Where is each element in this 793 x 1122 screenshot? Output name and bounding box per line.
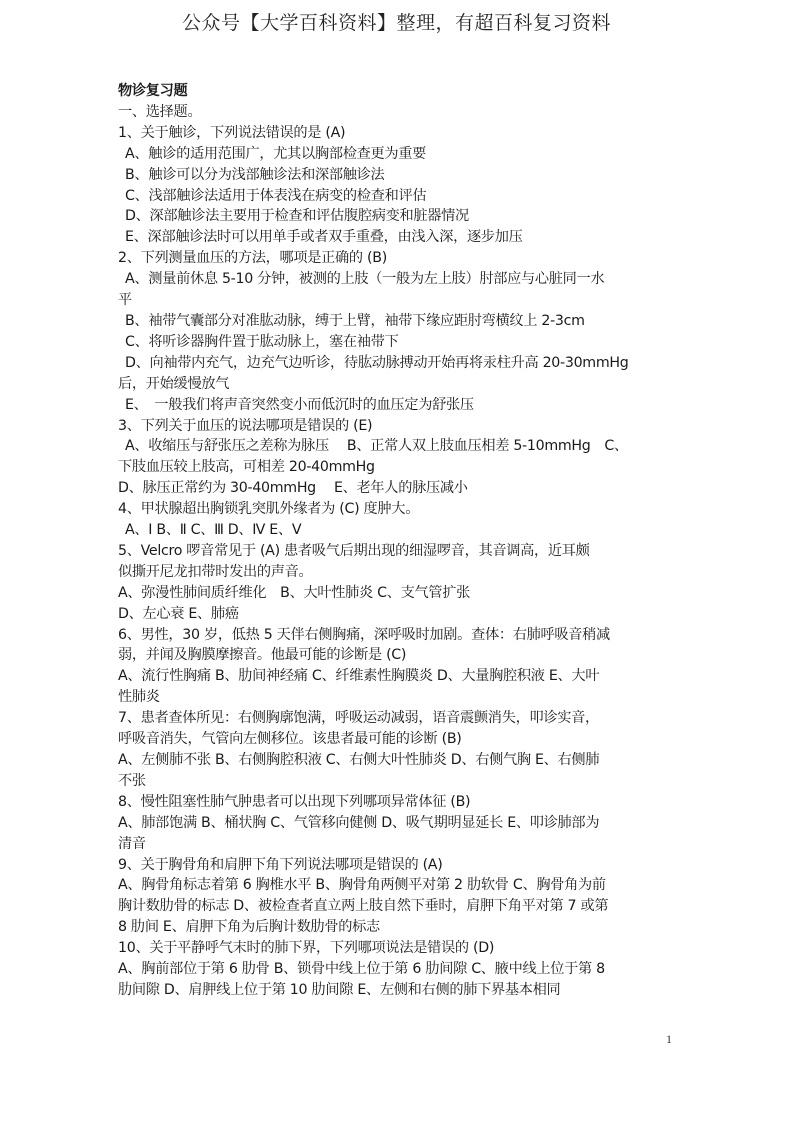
text-line: D、深部触诊法主要用于检查和评估腹腔病变和脏器情况 xyxy=(125,208,469,225)
text-line: 弱，并闻及胸膜摩擦音。他最可能的诊断是 (C) xyxy=(118,647,407,664)
text-line: 似撕开尼龙扣带时发出的声音。 xyxy=(118,563,313,580)
section-heading: 一、选择题。 xyxy=(118,103,202,120)
question-list xyxy=(118,123,678,1001)
text-line: A、弥漫性肺间质纤维化 B、大叶性肺炎 C、支气管扩张 xyxy=(118,584,471,601)
text-line: A、左侧肺不张 B、右侧胸腔积液 C、右侧大叶性肺炎 D、右侧气胸 E、右侧肺 xyxy=(118,752,600,768)
text-line: 性肺炎 xyxy=(118,689,160,706)
text-line: 6、男性，30 岁，低热 5 天伴右侧胸痛，深呼吸时加剧。查体：右肺呼吸音稍减 xyxy=(118,626,610,643)
text-line: 5、Velcro 啰音常见于 (A) 患者吸气后期出现的细湿啰音，其音调高，近耳颇 xyxy=(118,542,590,559)
text-line: 2、下列测量血压的方法，哪项是正确的 (B) xyxy=(118,250,387,267)
text-line: A、胸骨角标志着第 6 胸椎水平 B、胸骨角两侧平对第 2 肋软骨 C、胸骨角为前 xyxy=(118,877,606,894)
text-line: 8 肋间 E、肩胛下角为后胸计数肋骨的标志 xyxy=(118,919,380,936)
text-line: 下肢血压较上肢高，可相差 20-40mmHg xyxy=(118,459,375,476)
text-line: 7、患者查体所见：右侧胸廓饱满，呼吸运动减弱，语音震颤消失，叩诊实音， xyxy=(118,710,599,727)
page-header: 公众号【大学百科资料】整理，有超百科复习资料 xyxy=(181,12,611,34)
text-line: A、肺部饱满 B、桶状胸 C、气管移向健侧 D、吸气期明显延长 E、叩诊肺部为 xyxy=(118,814,600,831)
text-line: 胸计数肋骨的标志 D、被检查者直立两上肢自然下垂时，肩胛下角平对第 7 或第 xyxy=(118,898,609,915)
document-title: 物诊复习题 xyxy=(118,83,188,99)
text-line: 3、下列关于血压的说法哪项是错误的 (E) xyxy=(118,417,373,434)
text-line: 平 xyxy=(118,292,132,309)
text-line: A、胸前部位于第 6 肋骨 B、锁骨中线上位于第 6 肋间隙 C、腋中线上位于第 8 xyxy=(118,961,605,978)
text-line: D、向袖带内充气，边充气边听诊，待肱动脉搏动开始再将汞柱升高 20-30mmHg xyxy=(125,354,629,371)
text-line: 8、慢性阻塞性肺气肿患者可以出现下列哪项异常体征 (B) xyxy=(118,793,471,810)
text-line: 1、关于触诊，下列说法错误的是 (A) xyxy=(118,124,346,141)
text-line: E、 一般我们将声音突然变小而低沉时的血压定为舒张压 xyxy=(125,396,474,413)
text-line: 呼吸音消失，气管向左侧移位。该患者最可能的诊断 (B) xyxy=(118,731,462,748)
text-line: 清音 xyxy=(118,835,146,852)
text-line: 10、关于平静呼气末时的肺下界，下列哪项说法是错误的 (D) xyxy=(118,940,495,957)
text-line: A、Ⅰ B、Ⅱ C、Ⅲ D、Ⅳ E、Ⅴ xyxy=(125,522,302,539)
text-line: A、流行性胸痛 B、肋间神经痛 C、纤维素性胸膜炎 D、大量胸腔积液 E、大叶 xyxy=(118,668,600,685)
text-line: 肋间隙 D、肩胛线上位于第 10 肋间隙 E、左侧和右侧的肺下界基本相同 xyxy=(118,981,561,998)
text-line: D、左心衰 E、肺癌 xyxy=(118,605,239,622)
page-number: 1 xyxy=(666,1032,672,1046)
text-line: E、深部触诊法时可以用单手或者双手重叠，由浅入深，逐步加压 xyxy=(125,229,523,246)
text-line: C、将听诊器胸件置于肱动脉上，塞在袖带下 xyxy=(125,333,399,350)
text-line: B、袖带气囊部分对准肱动脉，缚于上臂，袖带下缘应距肘弯横纹上 2-3cm xyxy=(125,312,585,329)
text-line: 后，开始缓慢放气 xyxy=(118,375,230,392)
text-line: A、收缩压与舒张压之差称为脉压 B、正常人双上肢血压相差 5-10mmHg C、 xyxy=(125,438,628,455)
document-body xyxy=(118,81,678,1001)
text-line: D、脉压正常约为 30-40mmHg E、老年人的脉压减小 xyxy=(118,480,468,497)
text-line: A、触诊的适用范围广，尤其以胸部检查更为重要 xyxy=(125,145,427,162)
text-line: C、浅部触诊法适用于体表浅在病变的检查和评估 xyxy=(125,187,427,204)
text-line: 4、甲状腺超出胸锁乳突肌外缘者为 (C) 度肿大。 xyxy=(118,501,420,518)
text-line: A、测量前休息 5-10 分钟，被测的上肢（一般为左上肢）肘部应与心脏同一水 xyxy=(125,271,605,288)
text-line: 9、关于胸骨角和肩胛下角下列说法哪项是错误的 (A) xyxy=(118,856,443,873)
text-line: 不张 xyxy=(118,772,146,789)
text-line: B、触诊可以分为浅部触诊法和深部触诊法 xyxy=(125,166,385,183)
